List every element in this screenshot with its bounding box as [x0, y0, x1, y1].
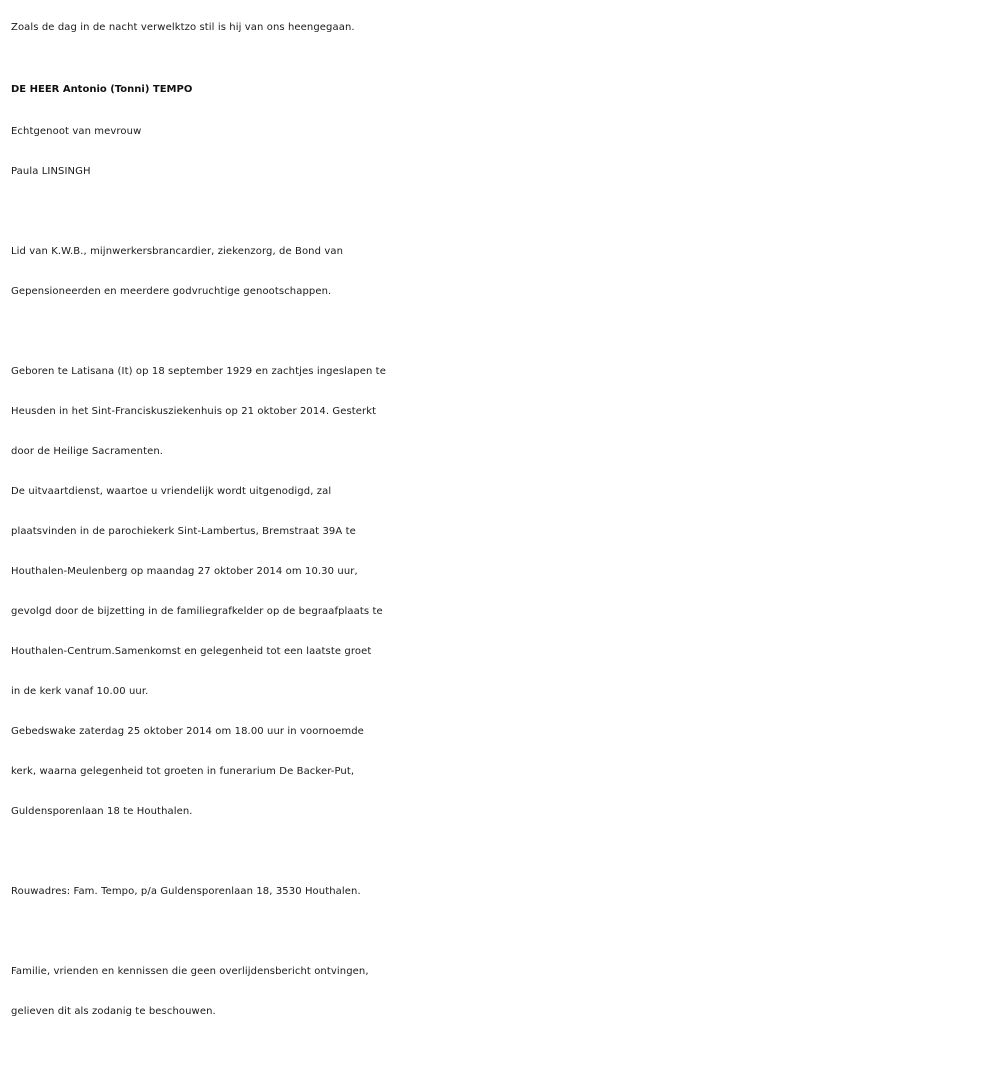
spouse-name: Paula LINSINGH [11, 166, 91, 177]
birth-death-line: Geboren te Latisana (It) op 18 september 1929 en zachtjes ingeslapen te [11, 366, 386, 377]
funeral-line: gevolgd door de bijzetting in de familiegrafkelder op de begraafplaats te [11, 606, 383, 617]
vigil-block [11, 712, 1000, 832]
memberships-block [11, 232, 1000, 312]
birth-death-line: Heusden in het Sint-Franciskusziekenhuis op 21 oktober 2014. Gesterkt [11, 406, 377, 417]
vigil-line: kerk, waarna gelegenheid tot groeten in funerarium De Backer-Put, [11, 766, 355, 777]
intro-verse: Zoals de dag in de nacht verwelktzo stil is hij van ons heengegaan. [11, 22, 355, 33]
memberships-line: Lid van K.W.B., mijnwerkersbrancardier, ziekenzorg, de Bond van [11, 246, 344, 257]
spouse-block [11, 112, 1000, 192]
spacer [11, 312, 1000, 352]
spacer [11, 192, 1000, 232]
closing-block [11, 952, 1000, 1032]
closing-line: gelieven dit als zodanig te beschouwen. [11, 1006, 216, 1017]
vigil-line: Gebedswake zaterdag 25 oktober 2014 om 18.00 uur in voornoemde [11, 726, 364, 737]
birth-death-line: door de Heilige Sacramenten. [11, 446, 164, 457]
vigil-line: Guldensporenlaan 18 te Houthalen. [11, 806, 193, 817]
closing-line: Familie, vrienden en kennissen die geen overlijdensbericht ontvingen, [11, 966, 369, 977]
birth-death-block [11, 352, 1000, 472]
funeral-line: in de kerk vanaf 10.00 uur. [11, 686, 149, 697]
funeral-block [11, 472, 1000, 712]
mourning-address: Rouwadres: Fam. Tempo, p/a Guldensporenlaan 18, 3530 Houthalen. [11, 886, 361, 897]
funeral-line: De uitvaartdienst, waartoe u vriendelijk wordt uitgenodigd, zal [11, 486, 332, 497]
deceased-name: DE HEER Antonio (Tonni) TEMPO [11, 84, 193, 95]
spouse-line: Echtgenoot van mevrouw [11, 126, 142, 137]
funeral-line: plaatsvinden in de parochiekerk Sint-Lambertus, Bremstraat 39A te [11, 526, 356, 537]
memberships-line: Gepensioneerden en meerdere godvruchtige genootschappen. [11, 286, 332, 297]
spacer [11, 912, 1000, 952]
spacer [11, 832, 1000, 872]
funeral-line: Houthalen-Centrum.Samenkomst en gelegenheid tot een laatste groet [11, 646, 372, 657]
funeral-line: Houthalen-Meulenberg op maandag 27 oktober 2014 om 10.30 uur, [11, 566, 358, 577]
